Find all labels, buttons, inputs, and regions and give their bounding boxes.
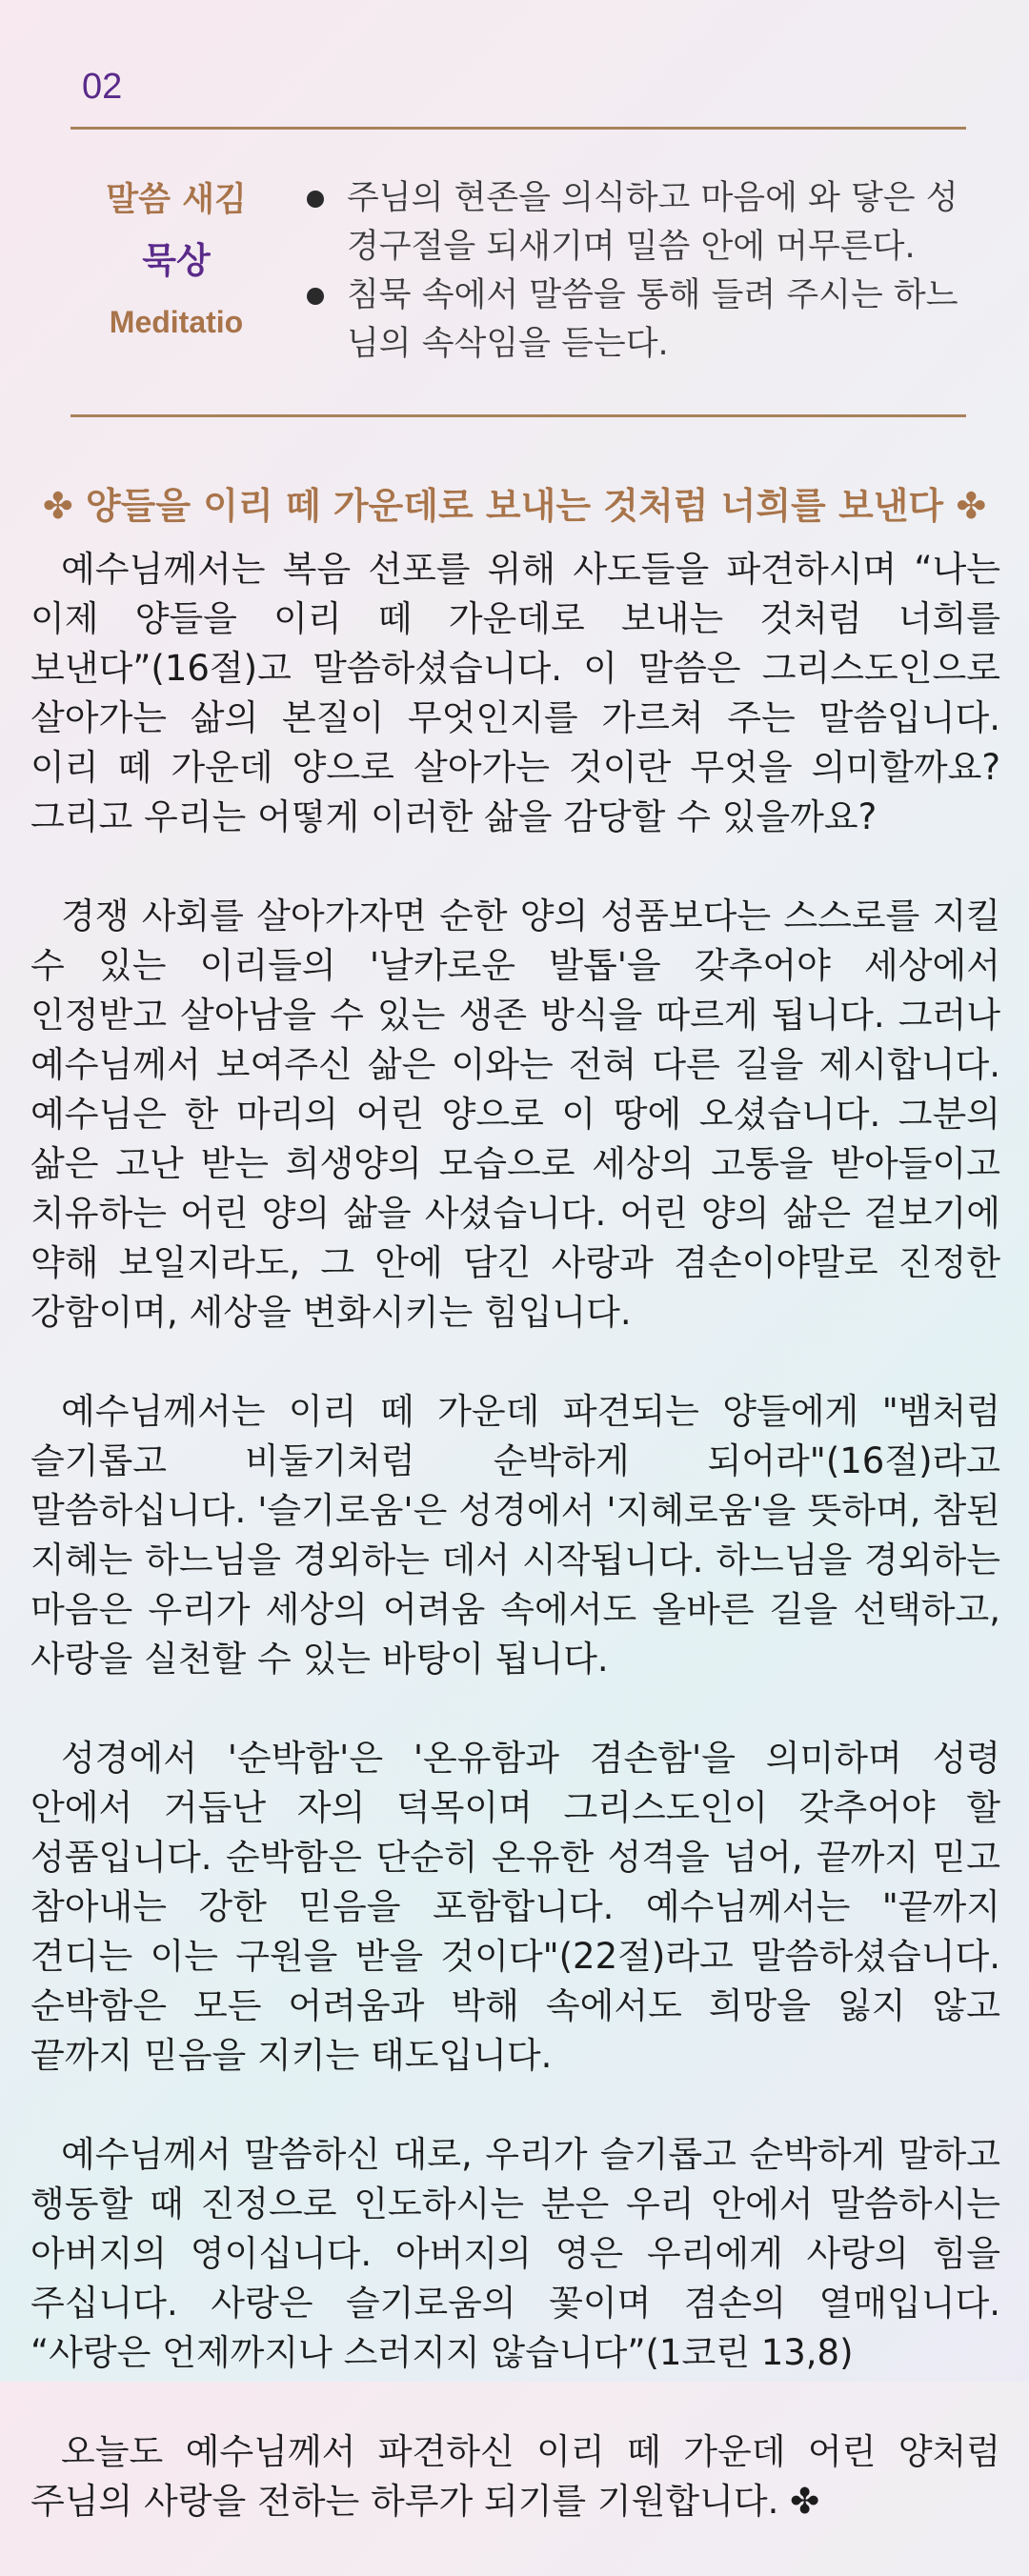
- reflection-body: [30, 545, 1000, 2576]
- section-number: 02: [82, 67, 123, 107]
- reflection-title: [29, 476, 1000, 529]
- body-paragraph: 예수님께서는 이리 떼 가운데 파견되는 양들에게 "뱀처럼 슬기롭고 비둘기처럼 순박하게 되어라"(16절)라고 말씀하십니다. '슬기로움'은 성경에서 '지혜로움'을 뜻하며, 참된 지혜는 하느님을 경외하는 데서 시작됩니다. 하느님을 경외하는 마음은 우리가 세상의 어려움 속에서도 올바른 길을 선택하고, 사랑을 실천할 수 있는 바탕이 됩니다.: [30, 1391, 1000, 1680]
- instruction-list: [305, 174, 972, 369]
- bottom-divider: [71, 414, 966, 417]
- bullet-dot-icon: [307, 288, 324, 305]
- clover-ornament-icon: ✤: [42, 485, 73, 527]
- instruction-text: 침묵 속에서 말씀을 통해 들려 주시는 하느님의 속삭임을 듣는다.: [347, 276, 958, 363]
- instruction-item: [305, 272, 972, 369]
- clover-ornament-icon: ✤: [956, 485, 987, 527]
- reflection-title-text: 양들을 이리 떼 가운데로 보내는 것처럼 너희를 보낸다: [85, 485, 944, 527]
- body-paragraph: 경쟁 사회를 살아가자면 순한 양의 성품보다는 스스로를 지킬 수 있는 이리들의 '날카로운 발톱'을 갖추어야 세상에서 인정받고 살아남을 수 있는 생존 방식을 따르게 됩니다. 그러나 예수님께서 보여주신 삶은 이와는 전혀 다른 길을 제시합니다. 예수님은 한 마리의 어린 양으로 이 땅에 오셨습니다. 그분의 삶은 고난 받는 희생양의 모습으로 세상의 고통을 받아들이고 치유하는 어린 양의 삶을 사셨습니다. 어린 양의 삶은 겉보기에 약해 보일지라도, 그 안에 담긴 사랑과 겸손이야말로 진정한 강함이며, 세상을 변화시키는 힘입니다.: [30, 896, 1000, 1333]
- bullet-dot-icon: [307, 191, 324, 208]
- top-divider: [71, 127, 966, 130]
- instruction-text: 주님의 현존을 의식하고 마음에 와 닿은 성경구절을 되새기며 밀씀 안에 머무른다.: [347, 179, 958, 266]
- instruction-item: [305, 174, 972, 272]
- step-label-latin: Meditatio: [109, 305, 244, 339]
- body-paragraph: 예수님께서는 복음 선포를 위해 사도들을 파견하시며 “나는 이제 양들을 이리 떼 가운데로 보내는 것처럼 너희를 보낸다”(16절)고 말씀하셨습니다. 이 말씀은 그리스도인으로 살아가는 삶의 본질이 무엇인지를 가르쳐 주는 말씀입니다. 이리 떼 가운데 양으로 살아가는 것이란 무엇을 의미할까요? 그리고 우리는 어떻게 이러한 삶을 감당할 수 있을까요?: [30, 549, 1000, 837]
- step-label-main: 묵상: [142, 240, 211, 281]
- body-paragraph: 성경에서 '순박함'은 '온유함과 겸손함'을 의미하며 성령 안에서 거듭난 자의 덕목이며 그리스도인이 갖추어야 할 성품입니다. 순박함은 단순히 온유한 성격을 넘어, 끝까지 믿고 참아내는 강한 믿음을 포함합니다. 예수님께서는 "끝까지 견디는 이는 구원을 받을 것이다"(22절)라고 말씀하셨습니다. 순박함은 모든 어려움과 박해 속에서도 희망을 잃지 않고 끝까지 믿음을 지키는 태도입니다.: [30, 1738, 1000, 2076]
- step-labels: [67, 176, 286, 346]
- body-paragraph: 오늘도 예수님께서 파견하신 이리 떼 가운데 어린 양처럼 주님의 사랑을 전하는 하루가 되기를 기원합니다. ✤: [30, 2431, 1000, 2522]
- body-paragraph: 예수님께서 말씀하신 대로, 우리가 슬기롭고 순박하게 말하고 행동할 때 진정으로 인도하시는 분은 우리 안에서 말씀하시는 아버지의 영이십니다. 아버지의 영은 우리에게 사랑의 힘을 주십니다. 사랑은 슬기로움의 꽃이며 겸손의 열매입니다. “사랑은 언제까지나 스러지지 않습니다”(1코린 13,8): [30, 2134, 1000, 2373]
- step-label-korean: 말씀 새김: [106, 181, 247, 219]
